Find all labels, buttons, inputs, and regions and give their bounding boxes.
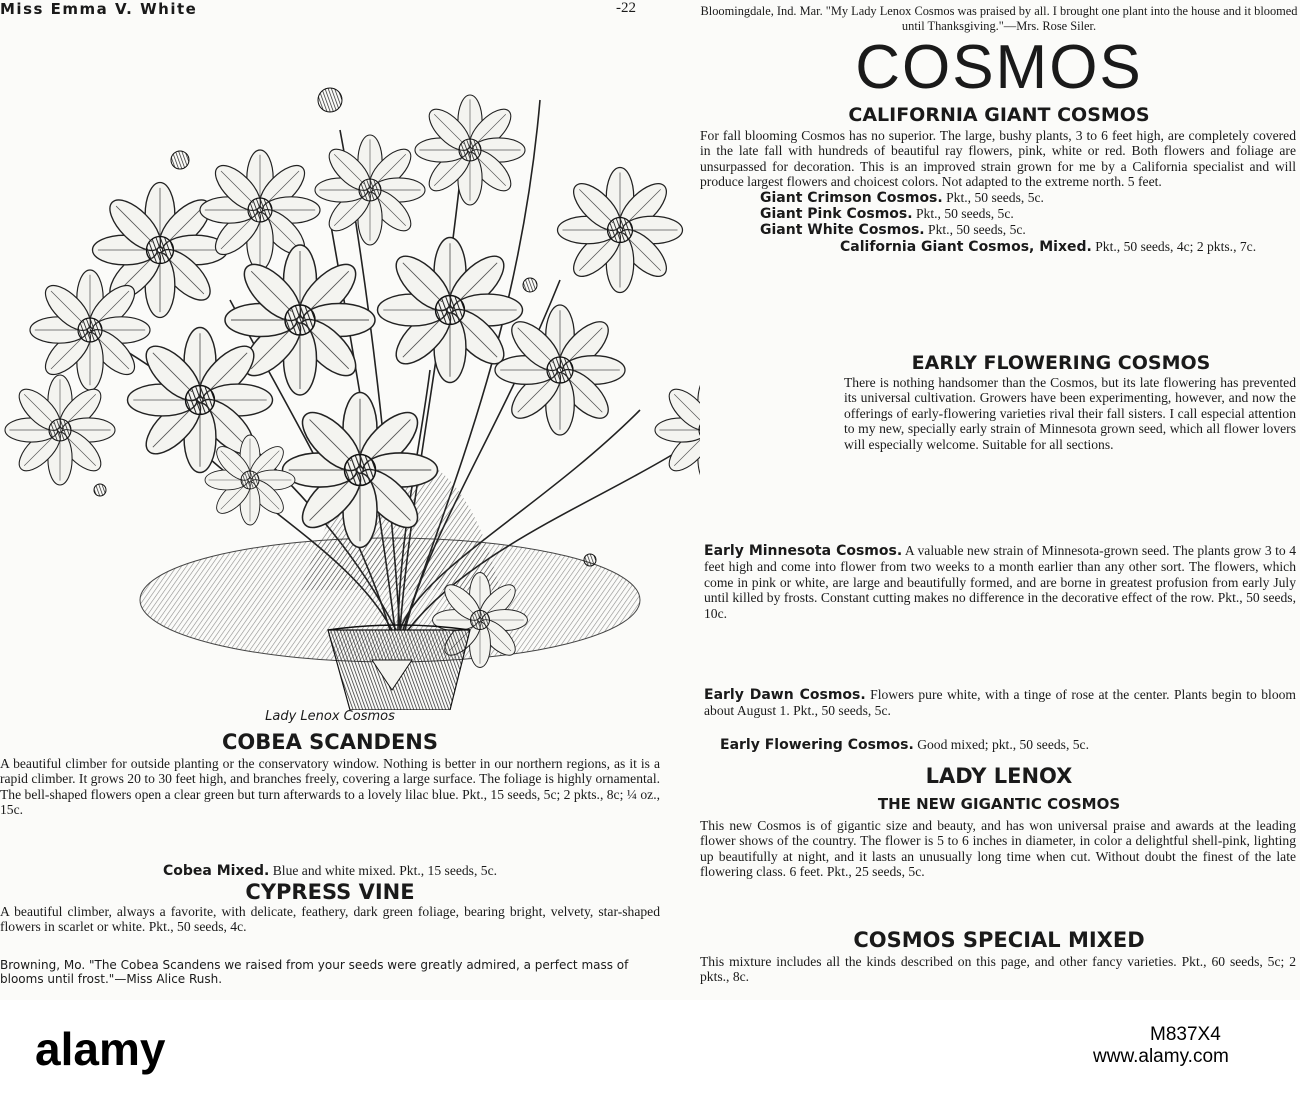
- item-name: California Giant Cosmos, Mixed.: [840, 238, 1092, 255]
- california-description-text: For fall blooming Cosmos has no superior. The large, bushy plants, 3 to 6 feet high, are completely covered in the late fall with hundreds of beautiful ray flowers, pink, white or red. Both flowers and foliage are unsurpassed for decoration. This is an improved strain grown for me by a California specialist and will produce largest flowers and choicest colors. Not adapted to the extreme north. 5 feet.: [700, 128, 1296, 190]
- lady-lenox-description: This new Cosmos is of gigantic size and beauty, and has won universal praise and awards at the leading flower shows of the country. The flower is 5 to 6 inches in diameter, in color a delightful shell-pink, lighting up beautifully at night, and it lasts an unusually long time when cut. Without doubt the finest of the late flowering class. 6 feet. Pkt., 25 seeds, 5c.: [700, 818, 1296, 880]
- early-dawn-text: Flowers pure white, with a tinge of rose at the center. Plants begin to bloom about August 1. Pkt., 50 seeds, 5c.: [704, 687, 1297, 719]
- early-flowering-description: There is nothing handsomer than the Cosmos, but its late flowering has prevented its universal cultivation. Growers have been experimenting, however, and now the offerings of early-flowering varieties rival their fall sisters. I call especial attention to my new, specially early strain of Minnesota grown seed, which all flower lovers will especially welcome. Suitable for all sections.: [844, 375, 1296, 452]
- item-price: Pkt., 50 seeds, 4c; 2 pkts., 7c.: [1095, 238, 1257, 254]
- cobea-mixed-name: Cobea Mixed.: [163, 863, 270, 879]
- item-price: Pkt., 50 seeds, 5c.: [928, 222, 1026, 238]
- special-mixed-description: This mixture includes all the kinds described on this page, and other fancy varieties. Pkt., 60 seeds, 5c; 2 pkts., 8c.: [700, 954, 1296, 985]
- item-price: Pkt., 50 seeds, 5c.: [915, 206, 1014, 222]
- illustration-caption: Lady Lenox Cosmos: [265, 709, 395, 724]
- item-name: Giant Crimson Cosmos.: [760, 189, 943, 206]
- list-item: [760, 206, 1296, 222]
- early-flowering-text: Good mixed; pkt., 50 seeds, 5c.: [917, 737, 1089, 752]
- special-mixed-heading: COSMOS SPECIAL MIXED: [853, 928, 1145, 952]
- list-item: [760, 222, 1296, 238]
- list-item: [840, 239, 1296, 255]
- early-flowering-name: Early Flowering Cosmos.: [720, 737, 914, 753]
- stock-site-url: www.alamy.com: [1093, 1046, 1229, 1067]
- early-minnesota-name: Early Minnesota Cosmos.: [704, 543, 903, 559]
- cypress-description: A beautiful climber, always a favorite, with delicate, feathery, dark green foliage, bearing bright, velvety, star-shaped flowers in scarlet or white. Pkt., 50 seeds, 4c.: [0, 904, 660, 935]
- stock-image-code: M837X4: [1150, 1024, 1221, 1045]
- page-number: -22: [616, 0, 636, 16]
- early-flowering-entry: [720, 737, 1296, 753]
- item-price: Pkt., 50 seeds, 5c.: [946, 189, 1044, 205]
- item-name: Giant Pink Cosmos.: [760, 206, 913, 223]
- lady-lenox-testimonial: Bloomingdale, Ind. Mar. "My Lady Lenox Cosmos was praised by all. I brought one plant into the house and it bloomed until Thanksgiving."—Mrs. Rose Siler.: [700, 4, 1298, 33]
- cosmos-bouquet-illustration: [0, 30, 700, 710]
- item-name: Giant White Cosmos.: [760, 222, 925, 239]
- lady-lenox-heading: LADY LENOX: [925, 764, 1073, 788]
- early-minnesota-entry: [704, 543, 1296, 621]
- early-minnesota-text: A valuable new strain of Minnesota-grown seed. The plants grow 3 to 4 feet high and come into flower from two weeks to a month earlier than any other sort. The flowers, which come in pink or white, are large and beautifully formed, and are borne in greatest profusion from early July until killed by frosts. Constant cutting makes no difference in the decorative effect of the row. Pkt., 50 seeds, 10c.: [704, 543, 1297, 621]
- early-dawn-entry: [704, 687, 1296, 719]
- cypress-heading: CYPRESS VINE: [245, 880, 415, 904]
- early-dawn-name: Early Dawn Cosmos.: [704, 687, 866, 703]
- california-heading: CALIFORNIA GIANT COSMOS: [848, 104, 1150, 126]
- california-description: [700, 128, 1296, 255]
- cobea-heading: COBEA SCANDENS: [221, 730, 439, 754]
- early-flowering-heading: EARLY FLOWERING COSMOS: [911, 352, 1211, 374]
- cobea-mixed-entry: [0, 863, 660, 879]
- cosmos-title: COSMOS: [855, 33, 1143, 102]
- lady-lenox-subheading: THE NEW GIGANTIC COSMOS: [877, 795, 1121, 813]
- running-head: Miss Emma V. White: [0, 0, 198, 18]
- cobea-testimonial: Browning, Mo. "The Cobea Scandens we raised from your seeds were greatly admired, a perfect mass of blooms until frost."—Miss Alice Rush.: [0, 958, 629, 986]
- cobea-mixed-text: Blue and white mixed. Pkt., 15 seeds, 5c.: [272, 863, 497, 878]
- list-item: [760, 190, 1296, 206]
- alamy-logo: alamy: [35, 1023, 166, 1075]
- cobea-description: A beautiful climber for outside planting or the conservatory window. Nothing is better in our northern regions, as it is a rapid climber. It grows 20 to 30 feet high, and branches freely, covering a large surface. The foliage is highly ornamental. The bell-shaped flowers open a clear green but turn afterwards to a lovely lilac blue. Pkt., 15 seeds, 5c; 2 pkts., 8c; ¼ oz., 15c.: [0, 756, 660, 818]
- cosmos-engraving-image: [0, 30, 700, 710]
